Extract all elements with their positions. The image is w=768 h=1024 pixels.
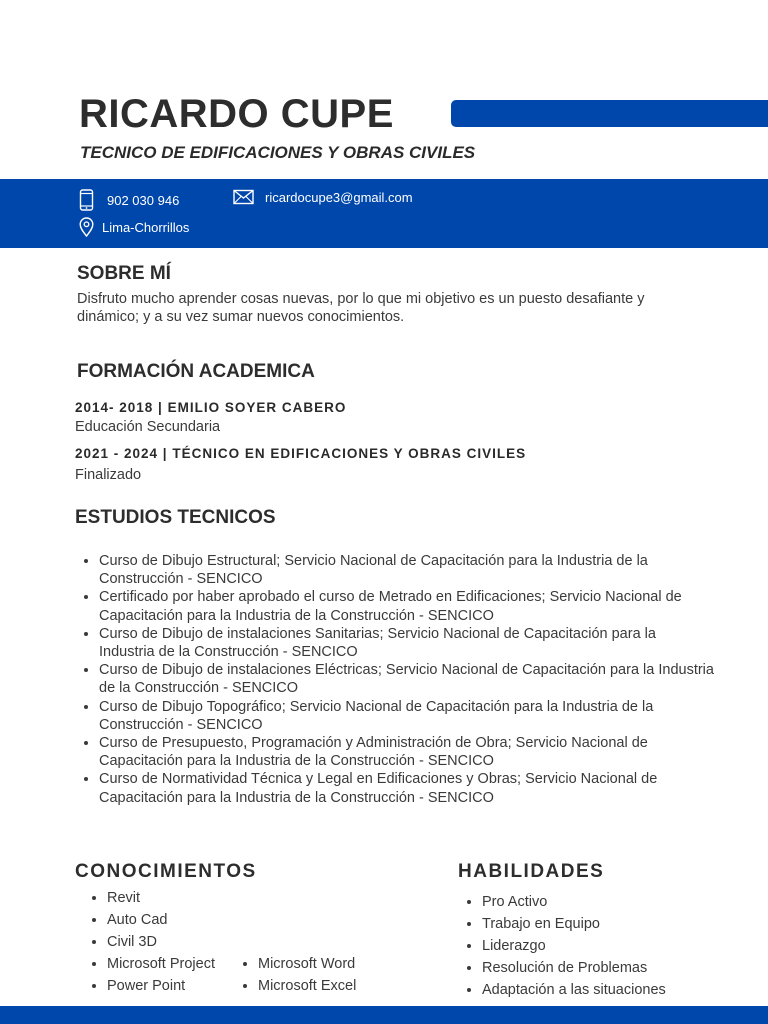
list-item: • Curso de Dibujo Estructural; Servicio Nacional de Capacitación para la Industria de la Construcción - SENCICO bbox=[99, 552, 714, 588]
contact-location bbox=[79, 217, 189, 237]
skills-list bbox=[458, 891, 666, 1001]
candidate-name: RICARDO CUPE bbox=[79, 92, 394, 136]
name-accent-bar bbox=[451, 100, 768, 127]
knowledge-list-secondary bbox=[234, 953, 356, 997]
education-entry-title: 2021 - 2024 | TÉCNICO EN EDIFICACIONES Y OBRAS CIVILES bbox=[75, 446, 527, 461]
phone-text[interactable]: 902 030 946 bbox=[107, 192, 180, 208]
phone-icon bbox=[79, 189, 94, 211]
list-item: • Curso de Dibujo de instalaciones Sanitarias; Servicio Nacional de Capacitación para la Industria de la Construcción - SENCICO bbox=[99, 625, 714, 661]
list-item: • Curso de Normatividad Técnica y Legal en Edificaciones y Obras; Servicio Nacional de Capacitación para la Industria de la Construcción - SENCICO bbox=[99, 770, 714, 806]
list-item: • Microsoft Project bbox=[107, 953, 215, 975]
education-entry-detail: Educación Secundaria bbox=[75, 419, 221, 435]
contact-band bbox=[0, 179, 768, 248]
list-item: • Microsoft Excel bbox=[258, 975, 356, 997]
list-item: • Certificado por haber aprobado el curso de Metrado en Edificaciones; Servicio Nacional de Capacitación para la Industria de la Construcción - SENCICO bbox=[99, 588, 714, 624]
list-item: • Auto Cad bbox=[107, 909, 215, 931]
location-text: Lima-Chorrillos bbox=[102, 219, 190, 235]
list-item: • Revit bbox=[107, 887, 215, 909]
knowledge-list bbox=[83, 887, 215, 997]
list-item: • Resolución de Problemas bbox=[482, 957, 666, 979]
mail-icon bbox=[233, 189, 254, 205]
list-item: • Trabajo en Equipo bbox=[482, 913, 666, 935]
knowledge-heading: CONOCIMIENTOS bbox=[75, 861, 257, 882]
email-text[interactable]: ricardocupe3@gmail.com bbox=[265, 189, 413, 205]
about-heading: SOBRE MÍ bbox=[77, 263, 171, 284]
studies-heading: ESTUDIOS TECNICOS bbox=[75, 507, 276, 528]
list-item: • Power Point bbox=[107, 975, 215, 997]
list-item: • Curso de Dibujo de instalaciones Eléctricas; Servicio Nacional de Capacitación para la Industria de la Construcción - SENCICO bbox=[99, 661, 714, 697]
list-item: • Pro Activo bbox=[482, 891, 666, 913]
location-pin-icon bbox=[79, 217, 94, 237]
education-entry-title: 2014- 2018 | EMILIO SOYER CABERO bbox=[75, 400, 347, 415]
job-title: TECNICO DE EDIFICACIONES Y OBRAS CIVILES bbox=[80, 143, 476, 162]
about-text: Disfruto mucho aprender cosas nuevas, por lo que mi objetivo es un puesto desafiante y dinámico; y a su vez sumar nuevos conocimientos. bbox=[77, 291, 645, 325]
contact-email bbox=[233, 189, 413, 205]
list-item: • Civil 3D bbox=[107, 931, 215, 953]
list-item: • Curso de Dibujo Topográfico; Servicio Nacional de Capacitación para la Industria de la Construcción - SENCICO bbox=[99, 698, 714, 734]
list-item: • Microsoft Word bbox=[258, 953, 356, 975]
list-item: • Curso de Presupuesto, Programación y Administración de Obra; Servicio Nacional de Capacitación para la Industria de la Construcción - SENCICO bbox=[99, 734, 714, 770]
education-heading: FORMACIÓN ACADEMICA bbox=[77, 361, 315, 382]
contact-phone bbox=[79, 189, 179, 211]
footer-band bbox=[0, 1006, 768, 1024]
list-item: • Adaptación a las situaciones bbox=[482, 979, 666, 1001]
education-entry-detail: Finalizado bbox=[75, 467, 142, 483]
list-item: • Liderazgo bbox=[482, 935, 666, 957]
skills-heading: HABILIDADES bbox=[458, 861, 605, 882]
studies-list bbox=[75, 552, 714, 807]
